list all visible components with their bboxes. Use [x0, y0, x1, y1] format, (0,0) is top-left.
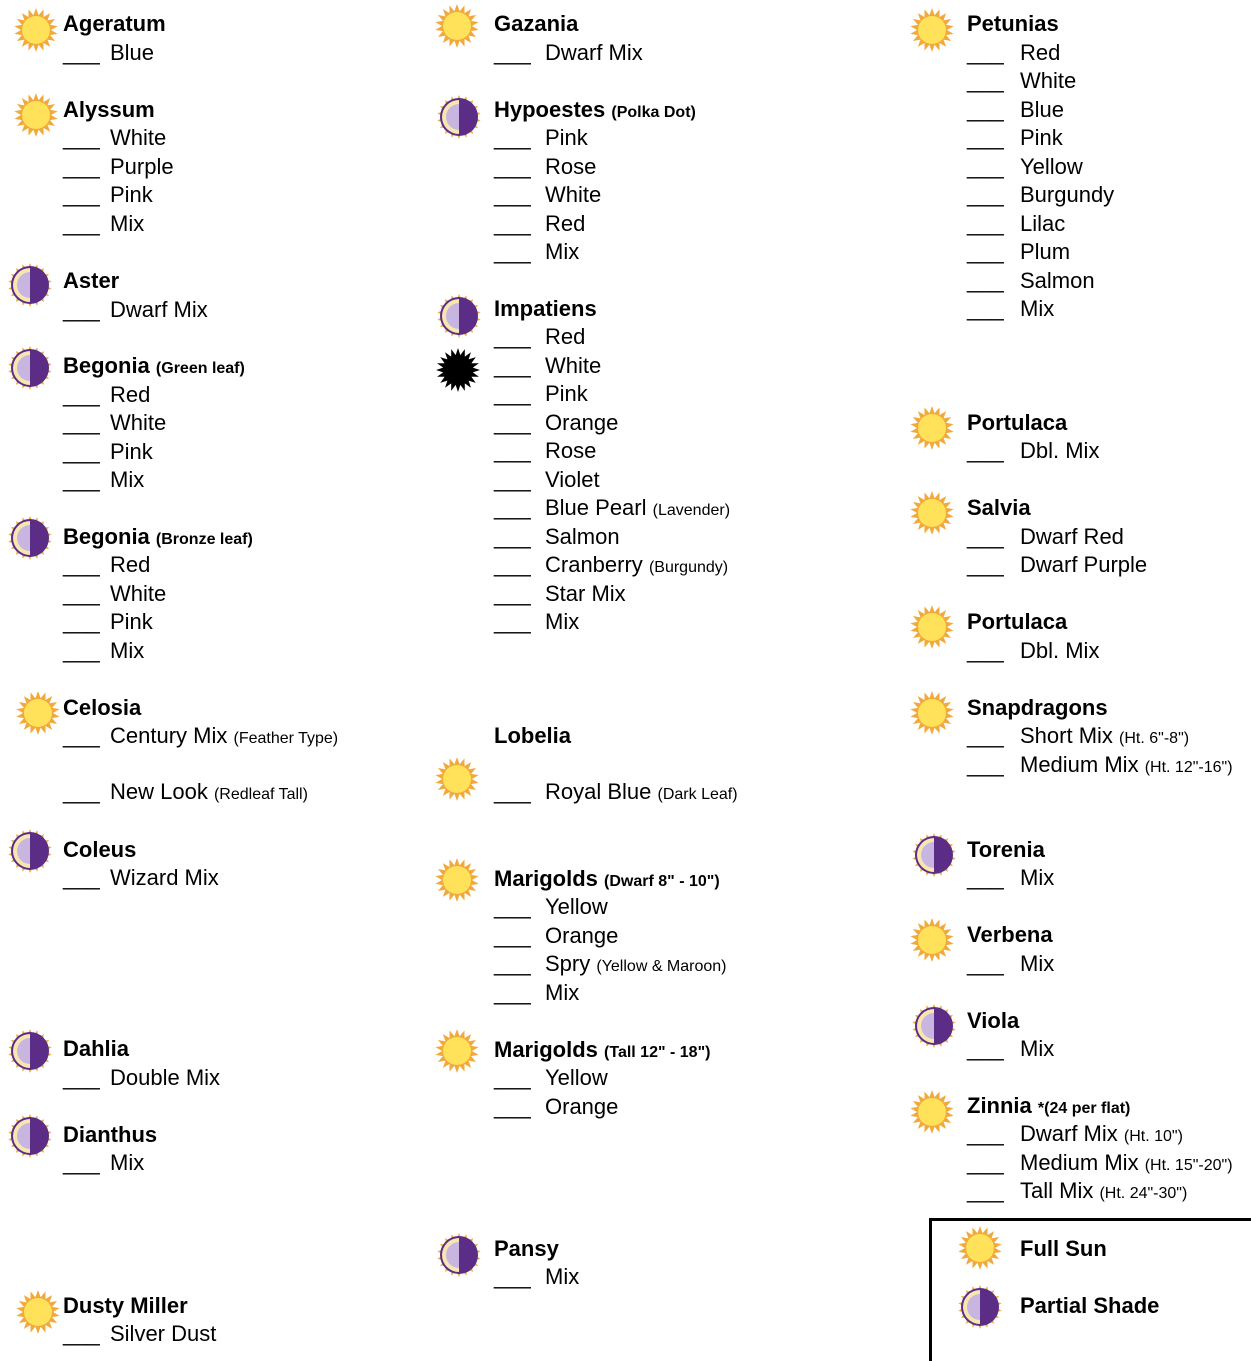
- plant-name: Marigolds (Dwarf 8" - 10"): [494, 866, 720, 891]
- full-sun-icon: [14, 8, 58, 52]
- plant-name: Alyssum: [63, 97, 155, 122]
- plant-name: Celosia: [63, 695, 142, 720]
- partial-shade-icon: [437, 1233, 481, 1277]
- plant-name: Petunias: [967, 11, 1059, 36]
- full-sun-icon: [435, 757, 479, 801]
- plant-name: Begonia (Green leaf): [63, 353, 245, 378]
- plant-name: Viola: [967, 1008, 1020, 1033]
- full-sun-icon: [958, 1226, 1002, 1270]
- partial-shade-icon: [8, 263, 52, 307]
- legend-full-sun: Full Sun: [1020, 1236, 1107, 1261]
- plant-name: Gazania: [494, 11, 579, 36]
- plant-name: Pansy: [494, 1236, 559, 1261]
- plant-name: Portulaca: [967, 609, 1068, 634]
- full-sun-icon: [16, 1290, 60, 1334]
- partial-shade-icon: [8, 346, 52, 390]
- partial-shade-icon: [8, 516, 52, 560]
- plant-name: Snapdragons: [967, 695, 1108, 720]
- full-sun-icon: [910, 605, 954, 649]
- plant-name: Verbena: [967, 922, 1053, 947]
- plant-name: Aster: [63, 268, 120, 293]
- full-sun-icon: [435, 1029, 479, 1073]
- plant-name: Hypoestes (Polka Dot): [494, 97, 696, 122]
- full-sun-icon: [910, 691, 954, 735]
- plant-name: Dianthus: [63, 1122, 158, 1147]
- full-sun-icon: [16, 691, 60, 735]
- plant-name: Marigolds (Tall 12" - 18"): [494, 1037, 711, 1062]
- plant-name: Zinnia *(24 per flat): [967, 1093, 1131, 1118]
- plant-name: Coleus: [63, 837, 137, 862]
- full-sun-icon: [910, 406, 954, 450]
- plant-name: Portulaca: [967, 410, 1068, 435]
- plant-name: Dusty Miller: [63, 1293, 188, 1318]
- partial-shade-icon: [8, 829, 52, 873]
- full-sun-icon: [910, 918, 954, 962]
- full-sun-icon: [910, 491, 954, 535]
- full-sun-icon: [910, 1090, 954, 1134]
- partial-shade-icon: [8, 1114, 52, 1158]
- plant-name: Torenia: [967, 837, 1045, 862]
- partial-shade-icon: [958, 1285, 1002, 1329]
- partial-shade-icon: [912, 833, 956, 877]
- full-shade-icon: [436, 348, 480, 392]
- legend-partial-shade: Partial Shade: [1020, 1293, 1160, 1318]
- plant-name: Salvia: [967, 495, 1031, 520]
- partial-shade-icon: [437, 294, 481, 338]
- plant-name: Ageratum: [63, 11, 166, 36]
- plant-name: Begonia (Bronze leaf): [63, 524, 253, 549]
- full-sun-icon: [14, 93, 58, 137]
- full-sun-icon: [435, 4, 479, 48]
- partial-shade-icon: [912, 1004, 956, 1048]
- full-sun-icon: [910, 8, 954, 52]
- plant-name: Dahlia: [63, 1036, 130, 1061]
- plant-name: Impatiens: [494, 296, 597, 321]
- plant-name: Lobelia: [494, 723, 572, 748]
- partial-shade-icon: [8, 1029, 52, 1073]
- partial-shade-icon: [437, 95, 481, 139]
- full-sun-icon: [435, 858, 479, 902]
